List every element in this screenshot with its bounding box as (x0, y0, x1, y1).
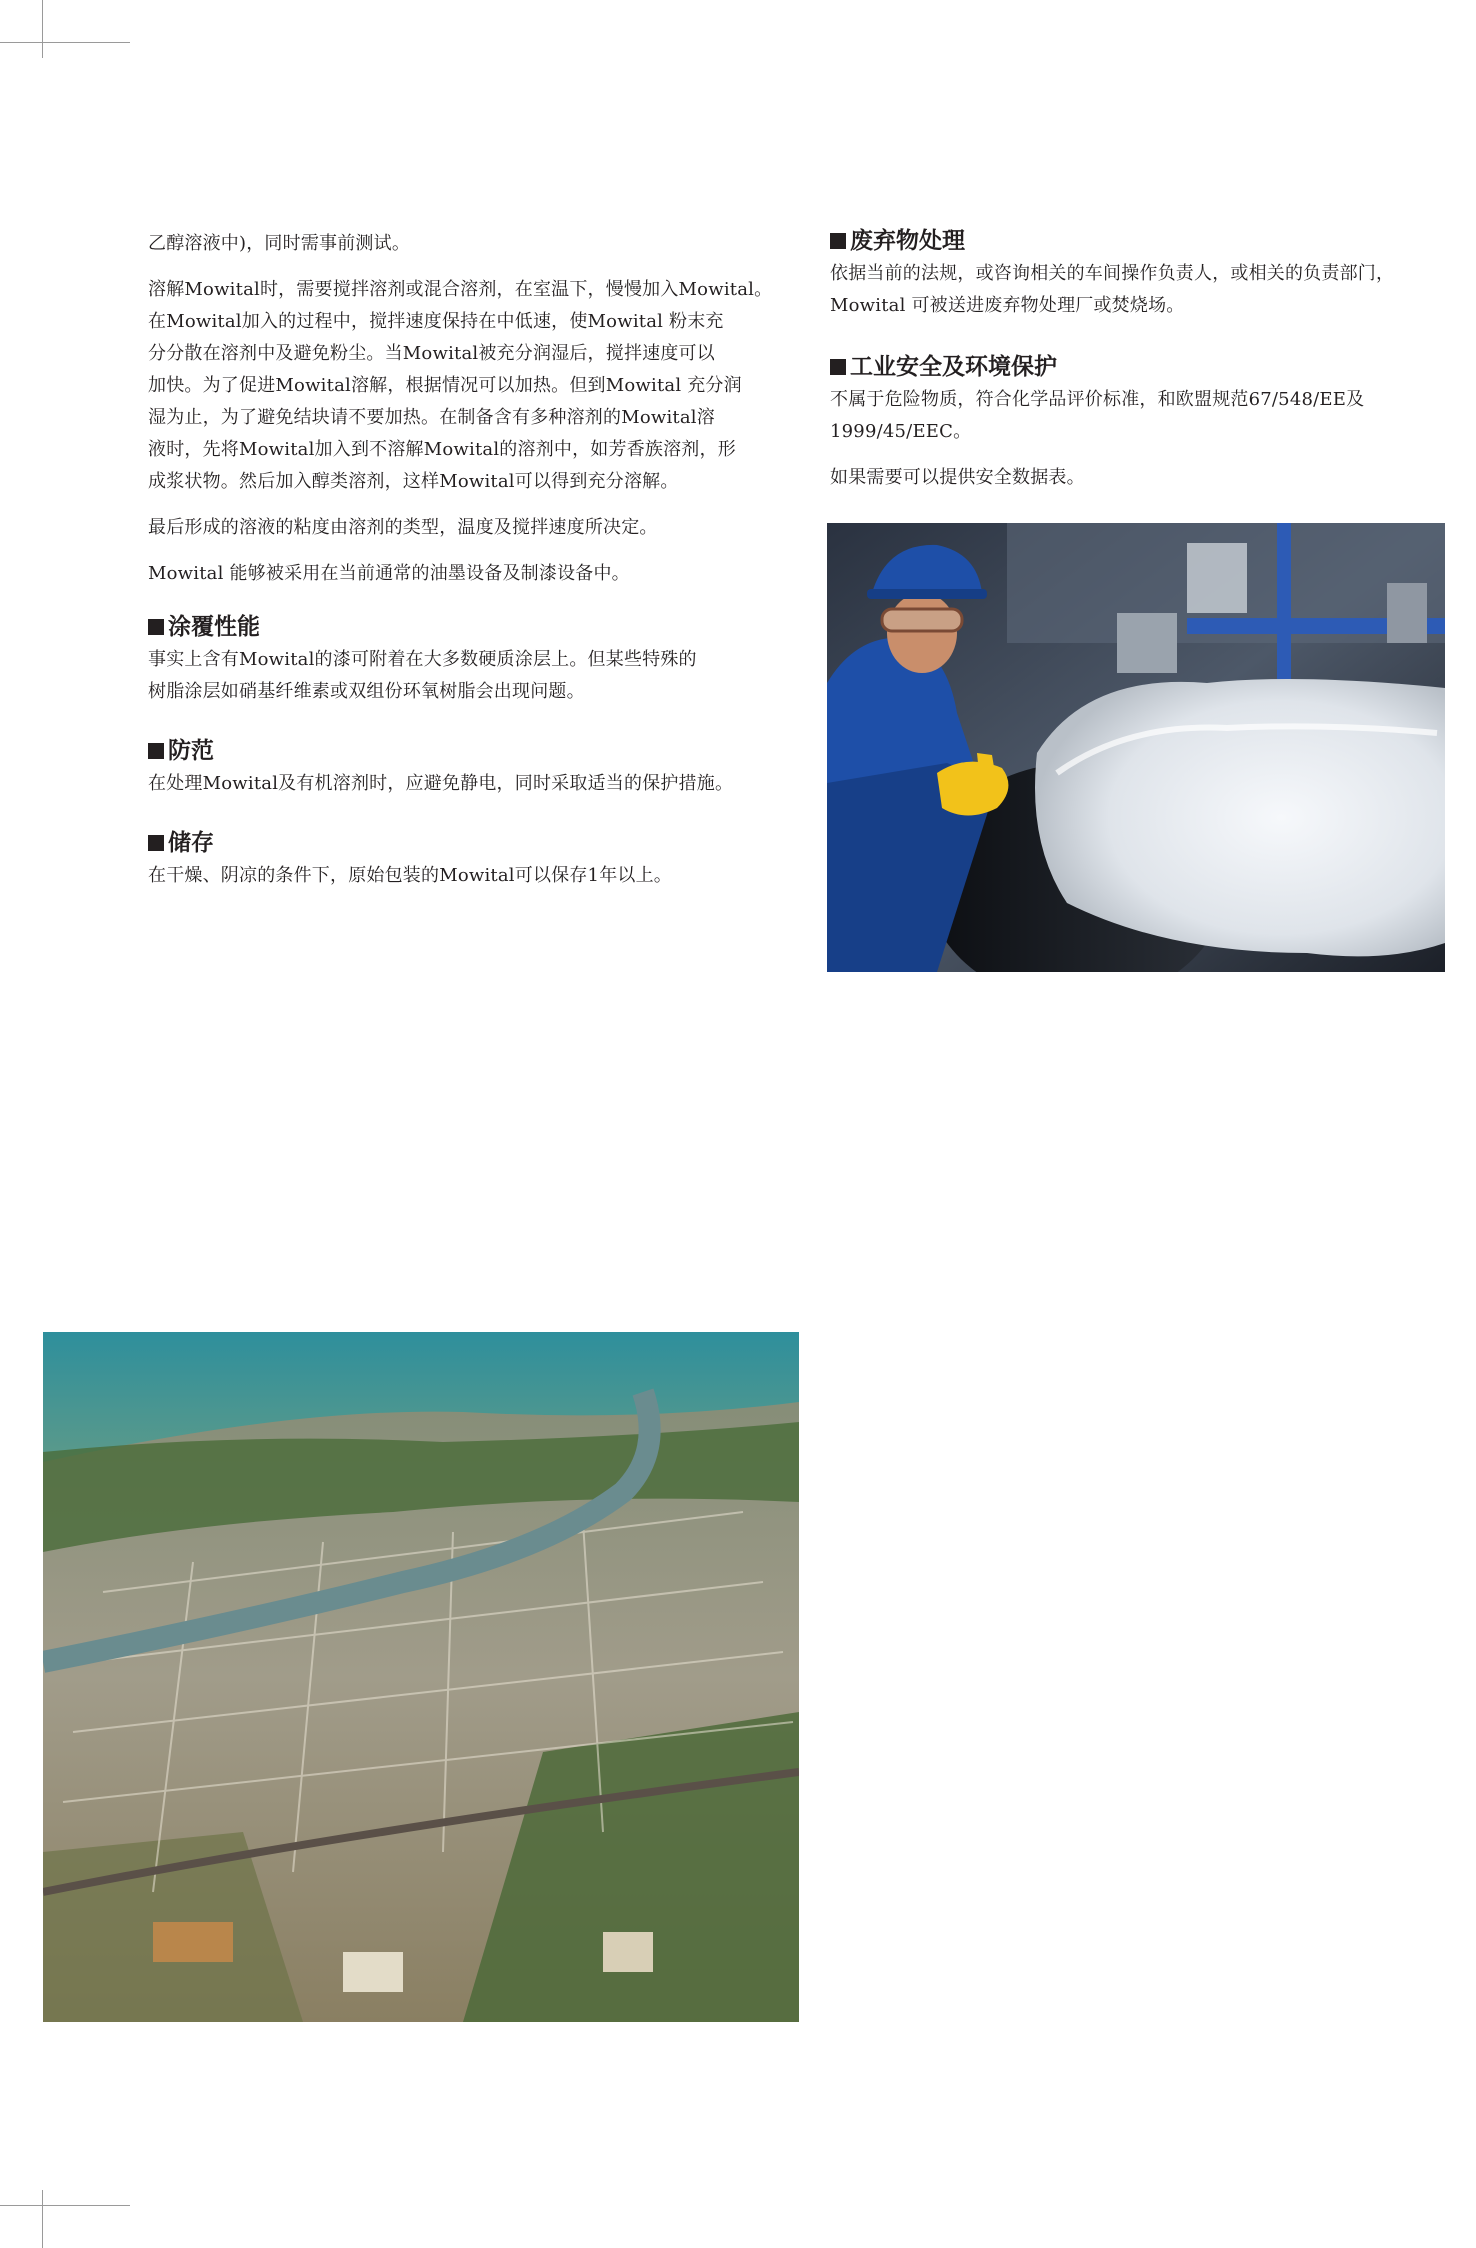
coating-line: 事实上含有Mowital的漆可附着在大多数硬质涂层上。但某些特殊的 (148, 649, 697, 670)
bullet-square-icon (830, 233, 846, 249)
dissolve-line: 液时，先将Mowital加入到不溶解Mowital的溶剂中，如芳香族溶剂，形 (148, 439, 736, 460)
storage-paragraph (148, 860, 748, 892)
worker-photo-illustration (827, 523, 1445, 972)
dissolve-line: 分分散在溶剂中及避免粉尘。当Mowital被充分润湿后，搅拌速度可以 (148, 343, 715, 364)
safety-line: 1999/45/EEC。 (830, 421, 972, 442)
intro-line: 乙醇溶液中)，同时需事前测试。 (148, 233, 411, 254)
waste-heading (830, 226, 1450, 256)
safety-paragraph (830, 384, 1450, 448)
coating-paragraph (148, 644, 748, 708)
dissolve-line: 在Mowital加入的过程中，搅拌速度保持在中低速，使Mowital 粉末充 (148, 311, 724, 332)
bullet-square-icon (148, 743, 164, 759)
safety-heading (830, 352, 1450, 382)
equipment-line: Mowital 能够被采用在当前通常的油墨设备及制漆设备中。 (148, 563, 630, 584)
storage-heading (148, 828, 748, 858)
crop-mark-top-horizontal (0, 42, 130, 43)
safety-heading-text: 工业安全及环境保护 (850, 354, 1057, 380)
crop-mark-top-vertical (42, 0, 43, 58)
crop-mark-bottom-vertical (42, 2190, 43, 2248)
safety-data-sheet-line: 如果需要可以提供安全数据表。 (830, 467, 1085, 488)
bullet-square-icon (148, 619, 164, 635)
left-text-column (148, 228, 773, 906)
storage-line: 在干燥、阴凉的条件下，原始包装的Mowital可以保存1年以上。 (148, 865, 673, 886)
aerial-site-photo (43, 1332, 799, 2022)
worker-photo (827, 523, 1445, 972)
crop-mark-bottom-horizontal (0, 2205, 130, 2206)
coating-heading (148, 612, 748, 642)
precaution-heading-text: 防范 (168, 738, 214, 764)
dissolve-line: 溶解Mowital时，需要搅拌溶剂或混合溶剂，在室温下，慢慢加入Mowital。 (148, 279, 773, 300)
safety-line: 不属于危险物质，符合化学品评价标准，和欧盟规范67/548/EE及 (830, 389, 1365, 410)
dissolve-line: 湿为止，为了避免结块请不要加热。在制备含有多种溶剂的Mowital溶 (148, 407, 715, 428)
waste-line: Mowital 可被送进废弃物处理厂或焚烧场。 (830, 295, 1185, 316)
dissolve-line: 成浆状物。然后加入醇类溶剂，这样Mowital可以得到充分溶解。 (148, 471, 679, 492)
viscosity-line: 最后形成的溶液的粘度由溶剂的类型，温度及搅拌速度所决定。 (148, 517, 658, 538)
waste-paragraph (830, 258, 1450, 322)
bullet-square-icon (830, 359, 846, 375)
aerial-site-illustration (43, 1332, 799, 2022)
waste-heading-text: 废弃物处理 (850, 228, 965, 254)
dissolve-line: 加快。为了促进Mowital溶解，根据情况可以加热。但到Mowital 充分润 (148, 375, 742, 396)
coating-line: 树脂涂层如硝基纤维素或双组份环氧树脂会出现问题。 (148, 681, 585, 702)
precaution-paragraph (148, 768, 748, 800)
precaution-heading (148, 736, 748, 766)
precaution-line: 在处理Mowital及有机溶剂时，应避免静电，同时采取适当的保护措施。 (148, 773, 734, 794)
coating-heading-text: 涂覆性能 (168, 614, 260, 640)
waste-line: 依据当前的法规，或咨询相关的车间操作负责人，或相关的负责部门， (830, 263, 1395, 284)
dissolve-paragraph (148, 274, 773, 498)
bullet-square-icon (148, 835, 164, 851)
right-text-column (830, 220, 1450, 508)
storage-heading-text: 储存 (168, 830, 214, 856)
